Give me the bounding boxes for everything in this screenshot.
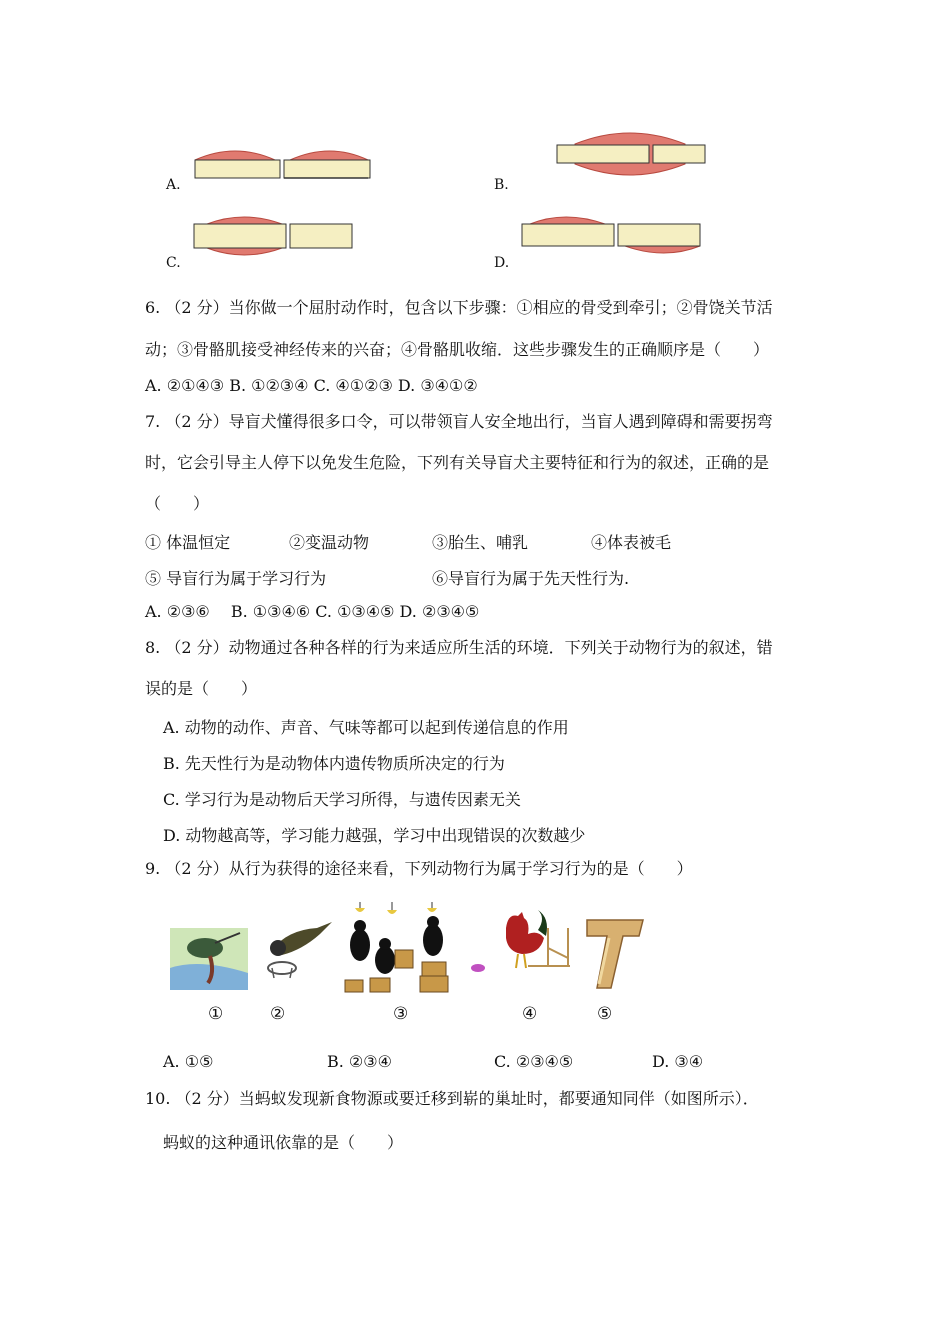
q9-stem-line1: 9. （2 分）从行为获得的途径来看，下列动物行为属于学习行为的是（ ）: [145, 859, 693, 878]
q7-choices: A. ②③⑥ B. ①③④⑥ C. ①③④⑤ D. ②③④⑤: [145, 602, 480, 621]
q5-option-d-label: D.: [494, 255, 510, 271]
q7-item-3: ③胎生、哺乳: [432, 533, 529, 552]
q8-option-c: C. 学习行为是动物后天学习所得，与遗传因素无关: [163, 790, 521, 809]
q8-stem-line1: 8. （2 分）动物通过各种各样的行为来适应所生活的环境．下列关于动物行为的叙述，错: [145, 638, 773, 657]
q9-choice-a: A. ①⑤: [163, 1052, 214, 1071]
q7-item-2: ②变温动物: [289, 533, 370, 552]
q9-figure-5-t-maze: [585, 918, 645, 990]
q7-stem-line1: 7. （2 分）导盲犬懂得很多口令，可以带领盲人安全地出行，当盲人遇到障碍和需要拐弯: [145, 412, 773, 431]
q9-figure-1-bird: [170, 928, 250, 993]
q5-option-c-diagram: [192, 210, 354, 260]
q6-stem-line1: 6. （2 分）当你做一个屈肘动作时，包含以下步骤：①相应的骨受到牵引；②骨饶关节活: [145, 298, 773, 317]
q10-stem-line1: 10. （2 分）当蚂蚁发现新食物源或要迁移到崭的巢址时，都要通知同伴（如图所示）．: [145, 1089, 759, 1108]
q9-choice-b: B. ②③④: [327, 1052, 392, 1071]
q5-option-b-label: B.: [494, 177, 509, 193]
q9-label-2: ②: [270, 1004, 286, 1024]
q7-item-5: ⑤ 导盲行为属于学习行为: [145, 569, 327, 588]
q5-option-a-label: A.: [166, 177, 181, 193]
q8-option-a: A. 动物的动作、声音、气味等都可以起到传递信息的作用: [163, 718, 569, 737]
q9-label-3: ③: [393, 1004, 409, 1024]
q9-choice-c: C. ②③④⑤: [494, 1052, 574, 1071]
q7-stem-line3: （ ）: [145, 494, 210, 513]
q9-figure-2-bird: [262, 920, 334, 980]
q9-label-1: ①: [208, 1004, 224, 1024]
q9-label-4: ④: [522, 1004, 538, 1024]
q5-option-b-diagram: [555, 130, 707, 180]
q5-option-d-diagram: [520, 210, 702, 260]
q8-option-d: D. 动物越高等，学习能力越强，学习中出现错误的次数越少: [163, 826, 586, 845]
q10-stem-line2: 蚂蚁的这种通讯依靠的是（ ）: [163, 1133, 404, 1152]
q6-choices: A. ②①④③ B. ①②③④ C. ④①②③ D. ③④①②: [145, 376, 478, 395]
q9-bowl-icon: [470, 963, 486, 973]
q7-item-6: ⑥导盲行为属于先天性行为.: [432, 569, 630, 588]
q8-stem-line2: 误的是（ ）: [145, 679, 258, 698]
q6-stem-line2: 动；③骨骼肌接受神经传来的兴奋；④骨骼肌收缩．这些步骤发生的正确顺序是（ ）: [145, 340, 770, 359]
q9-choice-d: D. ③④: [652, 1052, 704, 1071]
q9-label-5: ⑤: [597, 1004, 613, 1024]
q8-option-b: B. 先天性行为是动物体内遗传物质所决定的行为: [163, 754, 505, 773]
q9-figure-3-chimpanzees: [340, 900, 460, 995]
q7-item-4: ④体表被毛: [591, 533, 672, 552]
q7-item-1: ① 体温恒定: [145, 533, 231, 552]
q5-option-c-label: C.: [166, 255, 181, 271]
q9-figure-4-rooster: [498, 908, 573, 973]
q5-option-a-diagram: [190, 140, 370, 190]
q7-stem-line2: 时，它会引导主人停下以免发生危险，下列有关导盲犬主要特征和行为的叙述，正确的是: [145, 453, 770, 472]
